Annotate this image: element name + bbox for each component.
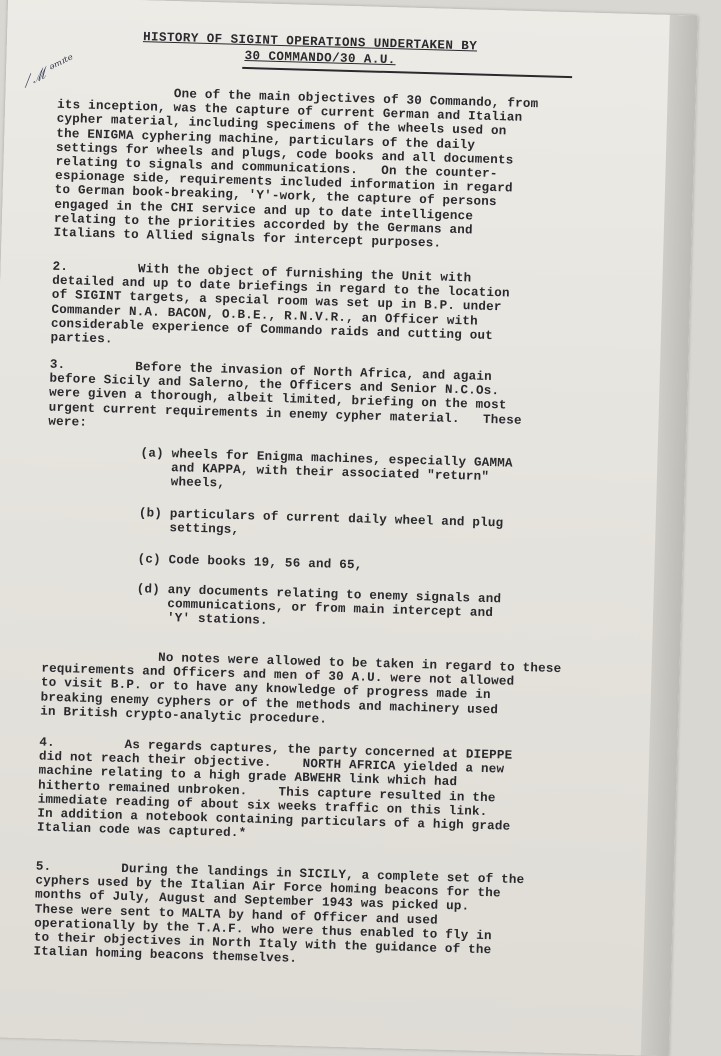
document-title: HISTORY OF SIGINT OPERATIONS UNDERTAKEN BY [142, 30, 478, 54]
paragraph-notes: No notes were allowed to be taken in regard to these requirements and Officers and men of 30 A.U. were not allowed to visit B.P. or to have any knowledge of progress made in breaking enemy cyphers or of the methods and machinery used in British crypto-analytic procedure. [39, 647, 562, 727]
list-item-a: (a) wheels for Enigma machines, especially GAMMA and KAPPA, with their associated "return" wheels, [46, 443, 513, 492]
paragraph-1: One of the main objectives of 30 Commando, from its inception, was the capture of current German and Italian cypher material, including specimens of the wheels used on the ENIGMA cyphering machine, particulars of the daily settings for wheels and plugs, code books and all documents relating to signals and communications. On the counter- espionage side, requirements included information in regard to German book-breaking, 'Y'-work, the capture of persons engaged in the CHI service and up to date intelligence relating to the priorities accorded by the Germans and Italians to Allied signals for intercept purposes. [53, 83, 539, 251]
paragraph-4: 4. As regards captures, the party concerned at DIEPPE did not reach their objective. NORTH AFRICA yielded a new machine relating to a high grade ABWEHR link which had hitherto remained unbroken. This capture resulted in the immediate reading of about six weeks traffic on this link. In addition a notebook containing particulars of a high grade Italian code was captured.* [36, 735, 513, 841]
list-item-d: (d) any documents relating to enemy signals and communications, or from main intercept and 'Y' stations. [42, 579, 502, 629]
title-underline [242, 67, 572, 78]
list-item-c: (c) Code books 19, 56 and 65, [44, 549, 363, 573]
paragraph-5: 5. During the landings in SICILY, a complete set of the cyphers used by the Italian Air Force homing beacons for the months of July, August and September 1943 was picked up. These were sent to MALTA by hand of Officer and used operationally by the T.A.F. who were thus enabled to fly in to their objectives in North Italy with the guidance of the Italian homing beacons themselves. [33, 859, 525, 967]
list-item-b: (b) particulars of current daily wheel and plug settings, [45, 503, 504, 538]
paragraph-2: 2. With the object of furnishing the Unit with detailed and up to date briefings in regard to the location of SIGINT targets, a special room was set up in B.P. under Commander N.A. BACON, O.B.E., R.N.V.R., an Officer with considerable experience of Commando raids and cutting out parties. [50, 259, 510, 347]
handwritten-annotation: ⟋ℳ ᵊᵐᶦᵗᵉ [19, 51, 78, 92]
paragraph-3: 3. Before the invasion of North Africa, and again before Sicily and Salerno, the Officers and Senior N.C.Os. were given a thorough, albeit limited, briefing on the most urgent current requirements in enemy cypher material. These were: [48, 357, 522, 430]
document-subtitle: 30 COMMANDO/30 A.U. [244, 48, 396, 68]
